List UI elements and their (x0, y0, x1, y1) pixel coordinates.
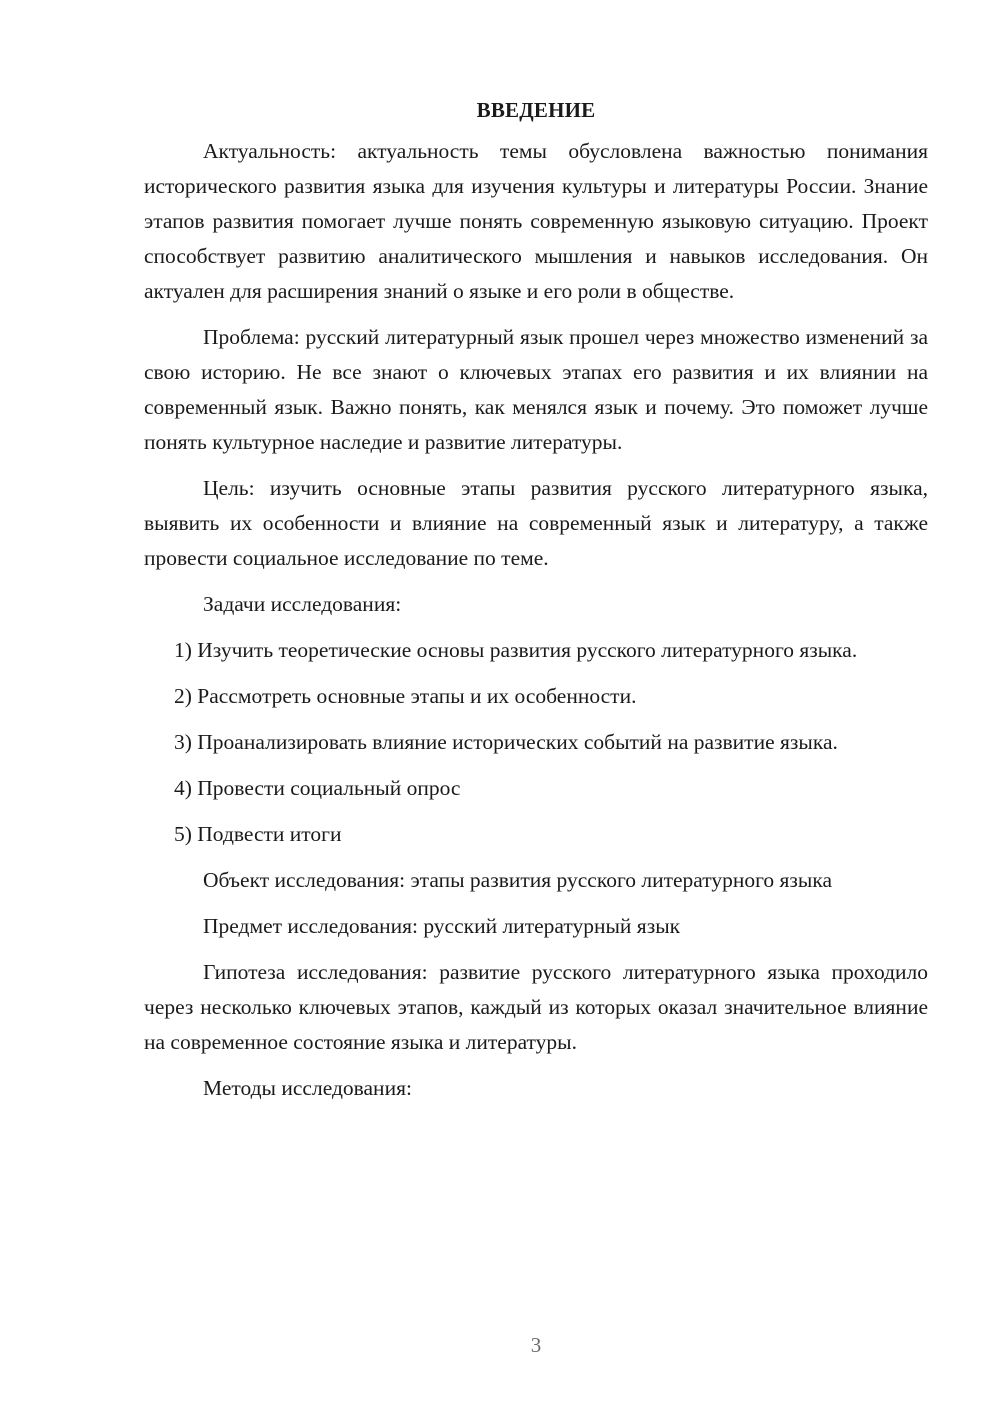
page-number: 3 (530, 1333, 542, 1357)
tasks-heading: Задачи исследования: (203, 592, 402, 616)
goal-paragraph: Цель: изучить основные этапы развития русского литературного языка, выявить их особенности и влияние на современный язык и литературу, а также провести социальное исследование по теме. (144, 476, 928, 570)
task-item-4: 4) Провести социальный опрос (174, 776, 461, 800)
hypothesis-paragraph: Гипотеза исследования: развитие русского литературного языка проходило через несколько ключевых этапов, каждый из которых оказал значительное влияние на современное состояние языка и литературы. (144, 960, 928, 1054)
document-page (144, 92, 928, 1117)
task-item-3: 3) Проанализировать влияние исторических событий на развитие языка. (174, 730, 838, 754)
relevance-paragraph: Актуальность: актуальность темы обусловлена важностью понимания исторического развития языка для изучения культуры и литературы России. Знание этапов развития помогает лучше понять современную языковую ситуацию. Проект способствует развитию аналитического мышления и навыков исследования. Он актуален для расширения знаний о языке и его роли в обществе. (144, 139, 928, 303)
task-item-2: 2) Рассмотреть основные этапы и их особенности. (174, 684, 637, 708)
methods-heading: Методы исследования: (203, 1076, 412, 1100)
subject-paragraph: Предмет исследования: русский литературный язык (203, 914, 681, 938)
object-paragraph: Объект исследования: этапы развития русского литературного языка (203, 868, 833, 892)
task-item-1: 1) Изучить теоретические основы развития русского литературного языка. (174, 638, 858, 662)
section-heading: ВВЕДЕНИЕ (476, 98, 596, 122)
problem-paragraph: Проблема: русский литературный язык прошел через множество изменений за свою историю. Не все знают о ключевых этапах его развития и их влиянии на современный язык. Важно понять, как менялся язык и почему. Это поможет лучше понять культурное наследие и развитие литературы. (144, 325, 928, 454)
task-item-5: 5) Подвести итоги (174, 822, 342, 846)
